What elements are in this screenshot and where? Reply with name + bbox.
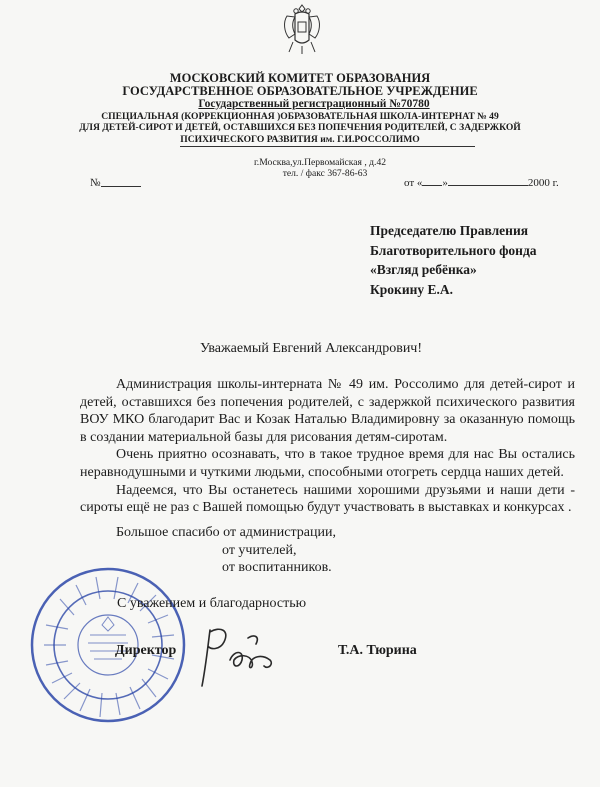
letterhead-registration: [14, 98, 600, 110]
date-month-blank: [448, 185, 528, 186]
signatory-name: Т.А. Тюрина: [338, 643, 417, 658]
body-paragraph: Очень приятно осознавать, что в такое трудное время для нас Вы остались неравнодушными и чуткими людьми, способными отогреть сердца наших детей.: [80, 447, 575, 480]
addressee-line: Крокину Е.А.: [370, 281, 454, 297]
letterhead-school-name: СПЕЦИАЛЬНАЯ (КОРРЕКЦИОННАЯ )ОБРАЗОВАТЕЛЬНАЯ ШКОЛА-ИНТЕРНАТ № 49: [101, 111, 499, 122]
closing: С уважением и благодарностью: [117, 596, 307, 611]
handwritten-signature-icon: [190, 620, 285, 690]
letterhead-institution-type: ГОСУДАРСТВЕННОЕ ОБРАЗОВАТЕЛЬНОЕ УЧРЕЖДЕНИЕ: [122, 84, 478, 98]
letterhead-school-description: ДЛЯ ДЕТЕЙ-СИРОТ И ДЕТЕЙ, ОСТАВШИХСЯ БЕЗ ПОПЕЧЕНИЯ РОДИТЕЛЕЙ, С ЗАДЕРЖКОЙ: [79, 122, 521, 133]
thanks-line: от воспитанников.: [222, 560, 332, 576]
letterhead-address: г.Москва,ул.Первомайская , д.42: [253, 157, 387, 168]
letterhead-phone: тел. / факс 367-86-63: [282, 168, 368, 179]
letter-body: [80, 376, 575, 517]
date-day-blank: [422, 185, 442, 186]
body-paragraph: Администрация школы-интерната № 49 им. Россолимо для детей-сирот и детей, оставшихся без попечения родителей, с задержкой психического развития ВОУ МКО благодарит Вас и Козак Наталью Владимировну за оказанную помощь в создании материальной базы для рисования детям-сиротам.: [80, 377, 575, 445]
addressee-block: [370, 221, 537, 299]
thanks-line: Большое спасибо от администрации,: [116, 525, 336, 540]
number-blank: [101, 186, 141, 187]
letterhead-divider: [180, 146, 475, 147]
salutation: Уважаемый Евгений Александрович!: [199, 341, 423, 356]
letterhead-school-named-after: ПСИХИЧЕСКОГО РАЗВИТИЯ им. Г.И.РОССОЛИМО: [180, 134, 420, 145]
signatory-title: Директор: [115, 643, 177, 658]
date-year: 2000 г.: [527, 177, 559, 189]
registration-number: Государственный регистрационный №70780: [198, 98, 430, 110]
letterhead-ministry: МОСКОВСКИЙ КОМИТЕТ ОБРАЗОВАНИЯ: [169, 71, 431, 85]
addressee-line: Благотворительного фонда: [370, 242, 537, 258]
coat-of-arms-icon: [279, 2, 325, 56]
reference-date: [404, 177, 559, 189]
date-mid: »: [442, 177, 448, 189]
addressee-line: Председателю Правления: [370, 223, 529, 238]
reference-number: [90, 177, 141, 189]
date-prefix: от «: [404, 177, 423, 189]
number-label: №: [90, 177, 101, 189]
addressee-line: «Взгляд ребёнка»: [370, 262, 477, 277]
thanks-line: от учителей,: [222, 542, 297, 558]
body-paragraph: Надеемся, что Вы останетесь нашими хорошими друзьями и наши дети - сироты ещё не раз с Вашей помощью будут участвовать в выставках и конкурсах .: [80, 482, 575, 516]
